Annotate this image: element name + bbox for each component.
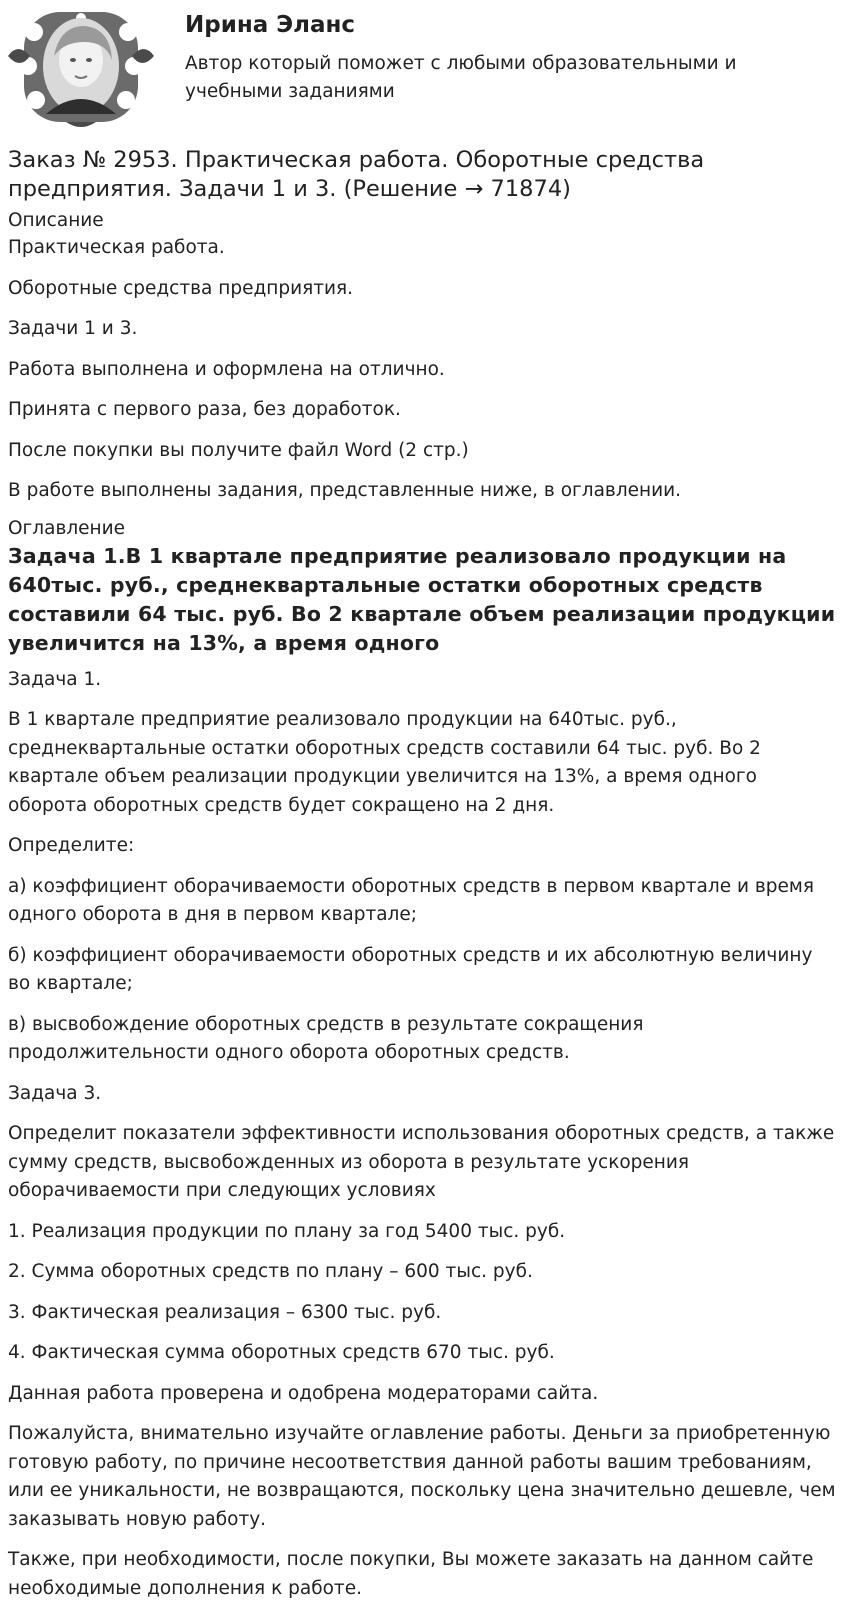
author-avatar bbox=[6, 4, 156, 129]
description-paragraph: Оборотные средства предприятия. bbox=[8, 277, 354, 299]
toc-label: Оглавление bbox=[8, 517, 126, 539]
description-paragraph: Задачи 1 и 3. bbox=[8, 318, 138, 339]
additions-notice: Также, при необходимости, после покупки, Вы можете заказать на данном сайте необходимые дополнения к работе. bbox=[8, 1549, 814, 1599]
toc-paragraph: б) коэффициент оборачиваемости оборотных средств и их абсолютную величину во квартале; bbox=[8, 944, 813, 994]
toc-paragraph: Определит показатели эффективности использования оборотных средств, а также сумму средств, высвобожденных из оборота в результате ускорения оборачиваемости при следующих условиях bbox=[8, 1123, 835, 1201]
toc-paragraph: 4. Фактическая сумма оборотных средств 670 тыс. руб. bbox=[8, 1342, 555, 1363]
description-paragraph: Практическая работа. bbox=[8, 237, 225, 258]
moderation-note: Данная работа проверена и одобрена модераторами сайта. bbox=[8, 1382, 599, 1404]
toc-paragraph: в) высвобождение оборотных средств в результате сокращения продолжительности одного оборота оборотных средств. bbox=[8, 1013, 644, 1063]
description-paragraph: Работа выполнена и оформлена на отлично. bbox=[8, 358, 445, 380]
order-content bbox=[8, 146, 840, 1615]
toc-paragraph: Задача 3. bbox=[8, 1082, 102, 1104]
toc-title: Задача 1.В 1 квартале предприятие реализовало продукции на 640тыс. руб., среднеквартальные остатки оборотных средств составили 64 тыс. руб. Во 2 квартале объем реализации продукции увеличится на 13%, а время одного bbox=[8, 543, 836, 655]
author-card bbox=[0, 0, 847, 140]
toc-paragraph: 1. Реализация продукции по плану за год 5400 тыс. руб. bbox=[8, 1220, 566, 1242]
author-name[interactable]: Ирина Эланс bbox=[185, 12, 356, 38]
author-description: Автор который поможет с любыми образовательными и учебными заданиями bbox=[185, 53, 737, 102]
description-paragraph: Принята с первого раза, без доработок. bbox=[8, 399, 401, 420]
description-label: Описание bbox=[8, 210, 104, 231]
order-title: Заказ № 2953. Практическая работа. Оборотные средства предприятия. Задачи 1 и 3. (Решение → 71874) bbox=[8, 147, 705, 202]
toc-paragraph: 2. Сумма оборотных средств по плану – 600 тыс. руб. bbox=[8, 1261, 533, 1282]
toc-paragraph: а) коэффициент оборачиваемости оборотных средств в первом квартале и время одного оборота в дня в первом квартале; bbox=[8, 875, 814, 925]
description-paragraph: После покупки вы получите файл Word (2 стр.) bbox=[8, 439, 469, 461]
toc-paragraph: Задача 1. bbox=[8, 668, 102, 690]
toc-paragraph: 3. Фактическая реализация – 6300 тыс. руб. bbox=[8, 1301, 442, 1323]
description-paragraph: В работе выполнены задания, представленные ниже, в оглавлении. bbox=[8, 480, 682, 501]
toc-paragraph: Определите: bbox=[8, 835, 135, 856]
toc-paragraph: В 1 квартале предприятие реализовало продукции на 640тыс. руб., среднеквартальные остатки оборотных средств составили 64 тыс. руб. Во 2 квартале объем реализации продукции увеличится на 13%, а время одного оборота оборотных средств будет сокращено на 2 дня. bbox=[8, 709, 761, 816]
refund-notice: Пожалуйста, внимательно изучайте оглавление работы. Деньги за приобретенную готовую работу, по причине несоответствия данной работы вашим требованиям, или ее уникальности, не возвращаются, поскольку цена значительно дешевле, чем заказывать новую работу. bbox=[8, 1423, 836, 1530]
